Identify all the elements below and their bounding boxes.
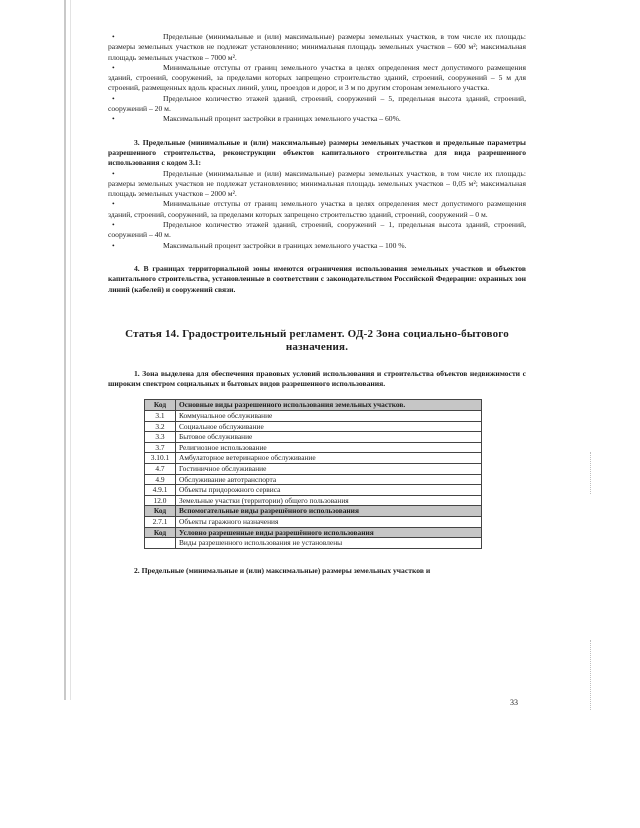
table-row [145,538,482,549]
bullet-icon: • [112,240,115,250]
table-cell-label: Земельные участки (территории) общего пользования [176,495,482,506]
table-cell-code: 4.9.1 [145,485,176,496]
table-cell-label: Амбулаторное ветеринарное обслуживание [176,453,482,464]
table-cell-label: Вспомогательные виды разрешённого использования [176,506,482,517]
bullet-icon: • [112,32,115,41]
table-cell-label: Основные виды разрешенного использования земельных участков. [176,400,482,411]
scan-edge-line [70,0,71,700]
table-cell-code: 3.2 [145,421,176,432]
table-header-row [145,527,482,538]
table-cell-code: 3.10.1 [145,453,176,464]
table-cell-label: Виды разрешенного использования не установлены [176,538,482,549]
table-cell-label: Гостиничное обслуживание [176,463,482,474]
table-cell-code: 12.0 [145,495,176,506]
bullet-icon: • [112,220,115,230]
bullet-icon: • [112,114,115,124]
table-row [145,516,482,527]
table-row [145,495,482,506]
table-cell-code: Код [145,400,176,411]
bullet-icon: • [112,199,115,209]
table-row [145,463,482,474]
table-cell-code [145,538,176,549]
restrictions-paragraph: 4. В границах территориальной зоны имеются ограничения использования земельных участков и объектов капитального строительства, установленные в соответствии с законодательством Российской Федерации: охранных зон линий (кабелей) и сооружений связи. [108,263,526,294]
table-cell-label: Коммунальное обслуживание [176,411,482,422]
permitted-use-table [144,399,482,548]
bullet-paragraph: • Предельное количество этажей зданий, строений, сооружений – 1, предельная высота зданий, строений, сооружений – 40 м. [108,220,526,240]
section-heading: 2. Предельные (минимальные и (или) максимальные) размеры земельных участков и [134,565,431,575]
table-cell-label: Объекты гаражного назначения [176,516,482,527]
bullet-paragraph: • Предельные (минимальные и (или) максимальные) размеры земельных участков, в том числе их площадь: размеры земельных участков не подлежат установлению; минимальная площадь земельных участков – 600 м²; максимальная площадь земельных участков – 7000 м². [108,32,526,62]
table-cell-label: Условно разрешенные виды разрешённого использования [176,527,482,538]
table-row [145,485,482,496]
bullet-paragraph: • Минимальные отступы от границ земельного участка в целях определения мест допустимого размещения зданий, строений, сооружений, за пределами которых запрещено строительство зданий, строений, сооружений – 5 м для строений, размещенных вдоль красных линий, улиц, проездов и дорог, и 3 м по другим сторонам земельного участка. [108,62,526,93]
table-cell-code: 3.7 [145,442,176,453]
table-cell-code: Код [145,527,176,538]
bullet-icon: • [112,168,115,178]
table-cell-code: Код [145,506,176,517]
table-row [145,474,482,485]
bullet-paragraph: • Максимальный процент застройки в границах земельного участка – 100 %. [112,240,407,250]
table-row [145,421,482,432]
table-row [145,411,482,422]
table-header-row [145,506,482,517]
article-title: Статья 14. Градостроительный регламент. ОД-2 Зона социально-бытового назначения. [125,327,509,353]
table-cell-code: 3.1 [145,411,176,422]
scan-edge-shadow [64,0,66,700]
table-row [145,432,482,443]
table-cell-label: Социальное обслуживание [176,421,482,432]
table-cell-label: Обслуживание автотранспорта [176,474,482,485]
scan-noise [590,640,599,710]
table-cell-code: 3.3 [145,432,176,443]
table-row [145,442,482,453]
zone-intro: 1. Зона выделена для обеспечения правовых условий использования и строительства объектов недвижимости с широким спектром социальных и бытовых видов разрешенного использования. [108,368,526,389]
table-cell-code: 2.7.1 [145,516,176,527]
section-heading: 3. Предельные (минимальные и (или) максимальные) размеры земельных участков и предельные параметры разрешенного строительства, реконструкции объектов капитального строительства для вида разрешенного использования с кодом 3.1: [108,137,526,168]
table-cell-label: Объекты придорожного сервиса [176,485,482,496]
document-page [108,32,526,576]
bullet-paragraph: • Минимальные отступы от границ земельного участка в целях определения мест допустимого размещения зданий, строений, сооружений, за пределами которых запрещено строительство зданий, строений, сооружений – 0 м. [108,199,526,219]
table-header-row [145,400,482,411]
table-cell-label: Религиозное использование [176,442,482,453]
bullet-icon: • [112,93,115,103]
page-number: 33 [510,698,518,707]
table-row [145,453,482,464]
bullet-paragraph: • Максимальный процент застройки в границах земельного участка – 60%. [112,114,401,124]
bullet-paragraph: • Предельное количество этажей зданий, строений, сооружений – 5, предельная высота зданий, строений, сооружений – 20 м. [108,93,526,114]
table-cell-label: Бытовое обслуживание [176,432,482,443]
table-cell-code: 4.7 [145,463,176,474]
table-cell-code: 4.9 [145,474,176,485]
scan-noise [590,452,599,494]
bullet-paragraph: • Предельные (минимальные и (или) максимальные) размеры земельных участков, в том числе их площадь: размеры земельных участков не подлежат установлению; минимальная площадь земельных участков – 0,05 м²; максимальная площадь земельных участков – 2000 м². [108,168,526,199]
bullet-icon: • [112,62,115,72]
